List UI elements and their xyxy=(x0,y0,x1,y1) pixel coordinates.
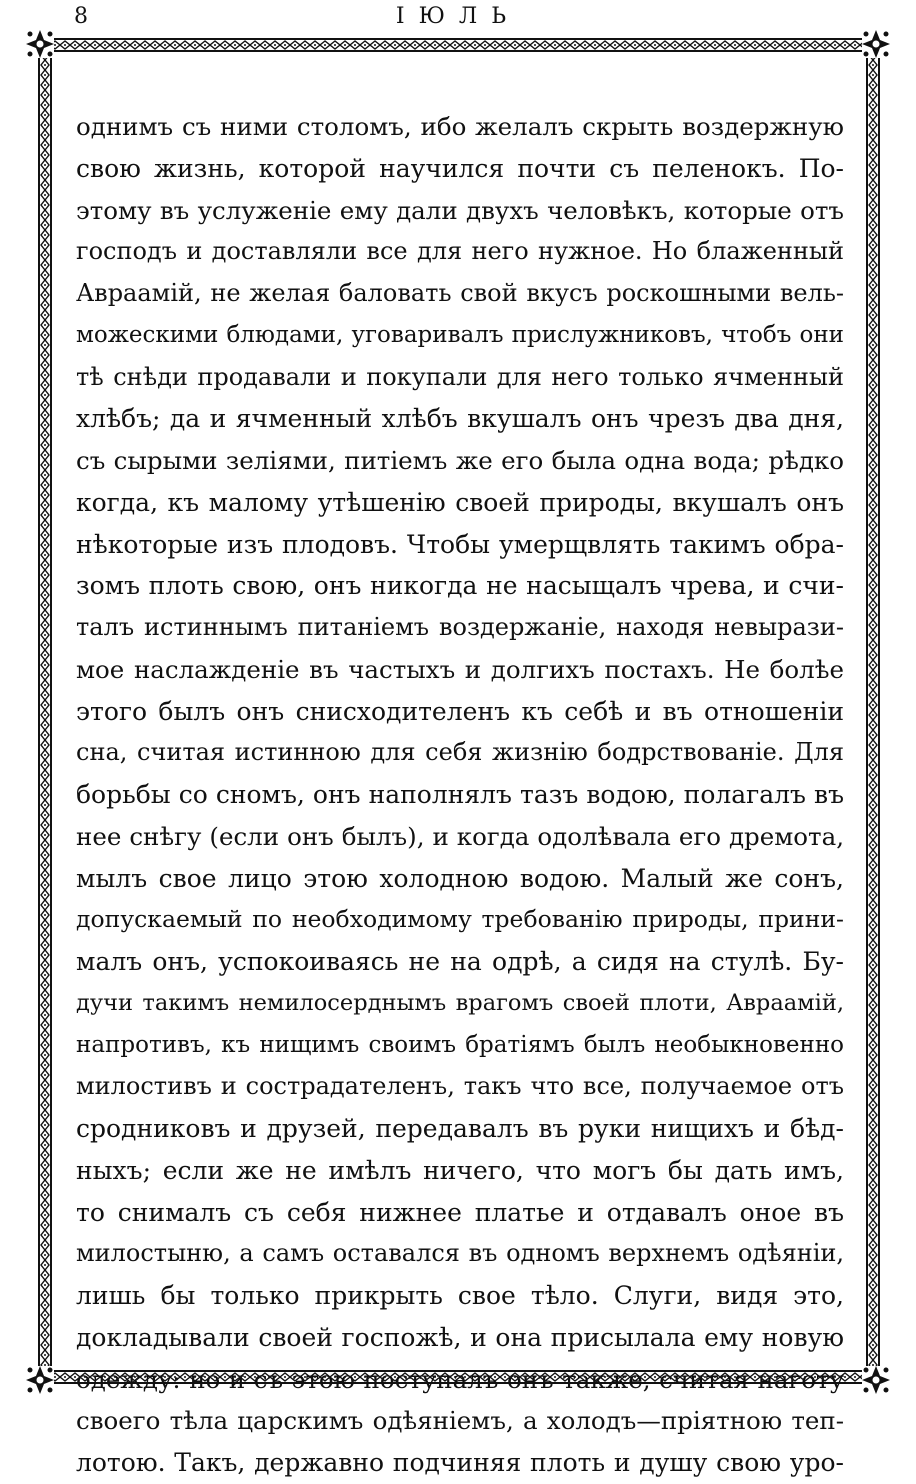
border-top xyxy=(44,36,872,54)
text-line: сна, считая истинною для себя жизнію бодрствованіе. Для xyxy=(76,738,844,767)
text-line: мылъ свое лицо этою холодною водою. Малый же сонъ, xyxy=(76,863,844,893)
corner-ornament-icon xyxy=(26,1366,54,1394)
text-line: нѣкоторые изъ плодовъ. Чтобы умерщвлять такимъ обра- xyxy=(76,529,844,559)
text-line: милостыню, а самъ оставался въ одномъ верхнемъ одѣяніи, xyxy=(76,1239,844,1268)
body-text xyxy=(76,106,844,1484)
text-line: зомъ плоть свою, онъ никогда не насыщалъ чрева, и счи- xyxy=(76,571,844,601)
text-line: мое наслажденіе въ частыхъ и долгихъ постахъ. Не болѣе xyxy=(76,654,844,684)
text-line: однимъ съ ними столомъ, ибо желалъ скрыть воздержную xyxy=(76,112,844,141)
page-number: 8 xyxy=(74,4,88,29)
border-left xyxy=(36,54,54,1369)
text-line: малъ онъ, успокоиваясь не на одрѣ, а сидя на стулѣ. Бу- xyxy=(76,947,844,976)
text-line: Авраамій, не желая баловать свой вкусъ роскошными вель- xyxy=(76,279,844,307)
text-line: свою жизнь, которой научился почти съ пеленокъ. По- xyxy=(76,153,844,183)
text-line: талъ истиннымъ питаніемъ воздержаніе, находя невырази- xyxy=(76,613,844,641)
text-line: докладывали своей госпожѣ, и она присылала ему новую xyxy=(76,1322,844,1352)
text-line: этому въ услуженіе ему дали двухъ человѣкъ, которые отъ xyxy=(76,195,844,225)
text-line: борьбы со сномъ, онъ наполнялъ тазъ водою, полагалъ въ xyxy=(76,780,844,809)
text-line: господъ и доставляли все для него нужное. Но блаженный xyxy=(76,237,844,266)
corner-ornament-icon xyxy=(26,30,54,58)
corner-ornament-icon xyxy=(862,1366,890,1394)
text-line: нее снѣгу (если онъ былъ), и когда одолѣвала его дремота, xyxy=(76,821,844,851)
text-line: лишь бы только прикрыть свое тѣло. Слуги, видя это, xyxy=(76,1281,844,1310)
corner-ornament-icon xyxy=(862,30,890,58)
text-line: съ сырыми зеліями, питіемъ же его была одна вода; рѣдко xyxy=(76,446,844,475)
text-line: дучи такимъ немилосерднымъ врагомъ своей плоти, Авраамій, xyxy=(76,989,844,1016)
running-title: ІЮЛЬ xyxy=(395,4,521,29)
text-line: тѣ снѣди продавали и покупали для него только ячменный xyxy=(76,362,844,391)
text-line: этого былъ онъ снисходителенъ къ себѣ и въ отношеніи xyxy=(76,696,844,726)
text-line: ныхъ; если же не имѣлъ ничего, что могъ бы дать имъ, xyxy=(76,1155,844,1185)
text-line: допускаемый по необходимому требованію природы, прини- xyxy=(76,905,844,934)
border-right xyxy=(862,54,880,1369)
text-line: то снималъ съ себя нижнее платье и отдавалъ оное въ xyxy=(76,1197,844,1227)
text-line: можескими блюдами, уговаривалъ прислужниковъ, чтобъ они xyxy=(76,321,844,348)
text-line: лотою. Такъ, державно подчиняя плоть и душу свою уро- xyxy=(76,1448,844,1477)
text-line: одежду: но и съ этою поступалъ онъ также, считая наготу xyxy=(76,1364,844,1394)
text-line: сродниковъ и друзей, передавалъ въ руки нищихъ и бѣд- xyxy=(76,1114,844,1143)
text-line: милостивъ и сострадателенъ, такъ что все, получаемое отъ xyxy=(76,1072,844,1101)
text-line: напротивъ, къ нищимъ своимъ братіямъ былъ необыкновенно xyxy=(76,1031,844,1058)
text-line: когда, къ малому утѣшенію своей природы, вкушалъ онъ xyxy=(76,487,844,517)
text-line: своего тѣла царскимъ одѣяніемъ, а холодъ—пріятною теп- xyxy=(76,1406,844,1436)
text-line: хлѣбъ; да и ячменный хлѣбъ вкушалъ онъ чрезъ два дня, xyxy=(76,404,844,434)
